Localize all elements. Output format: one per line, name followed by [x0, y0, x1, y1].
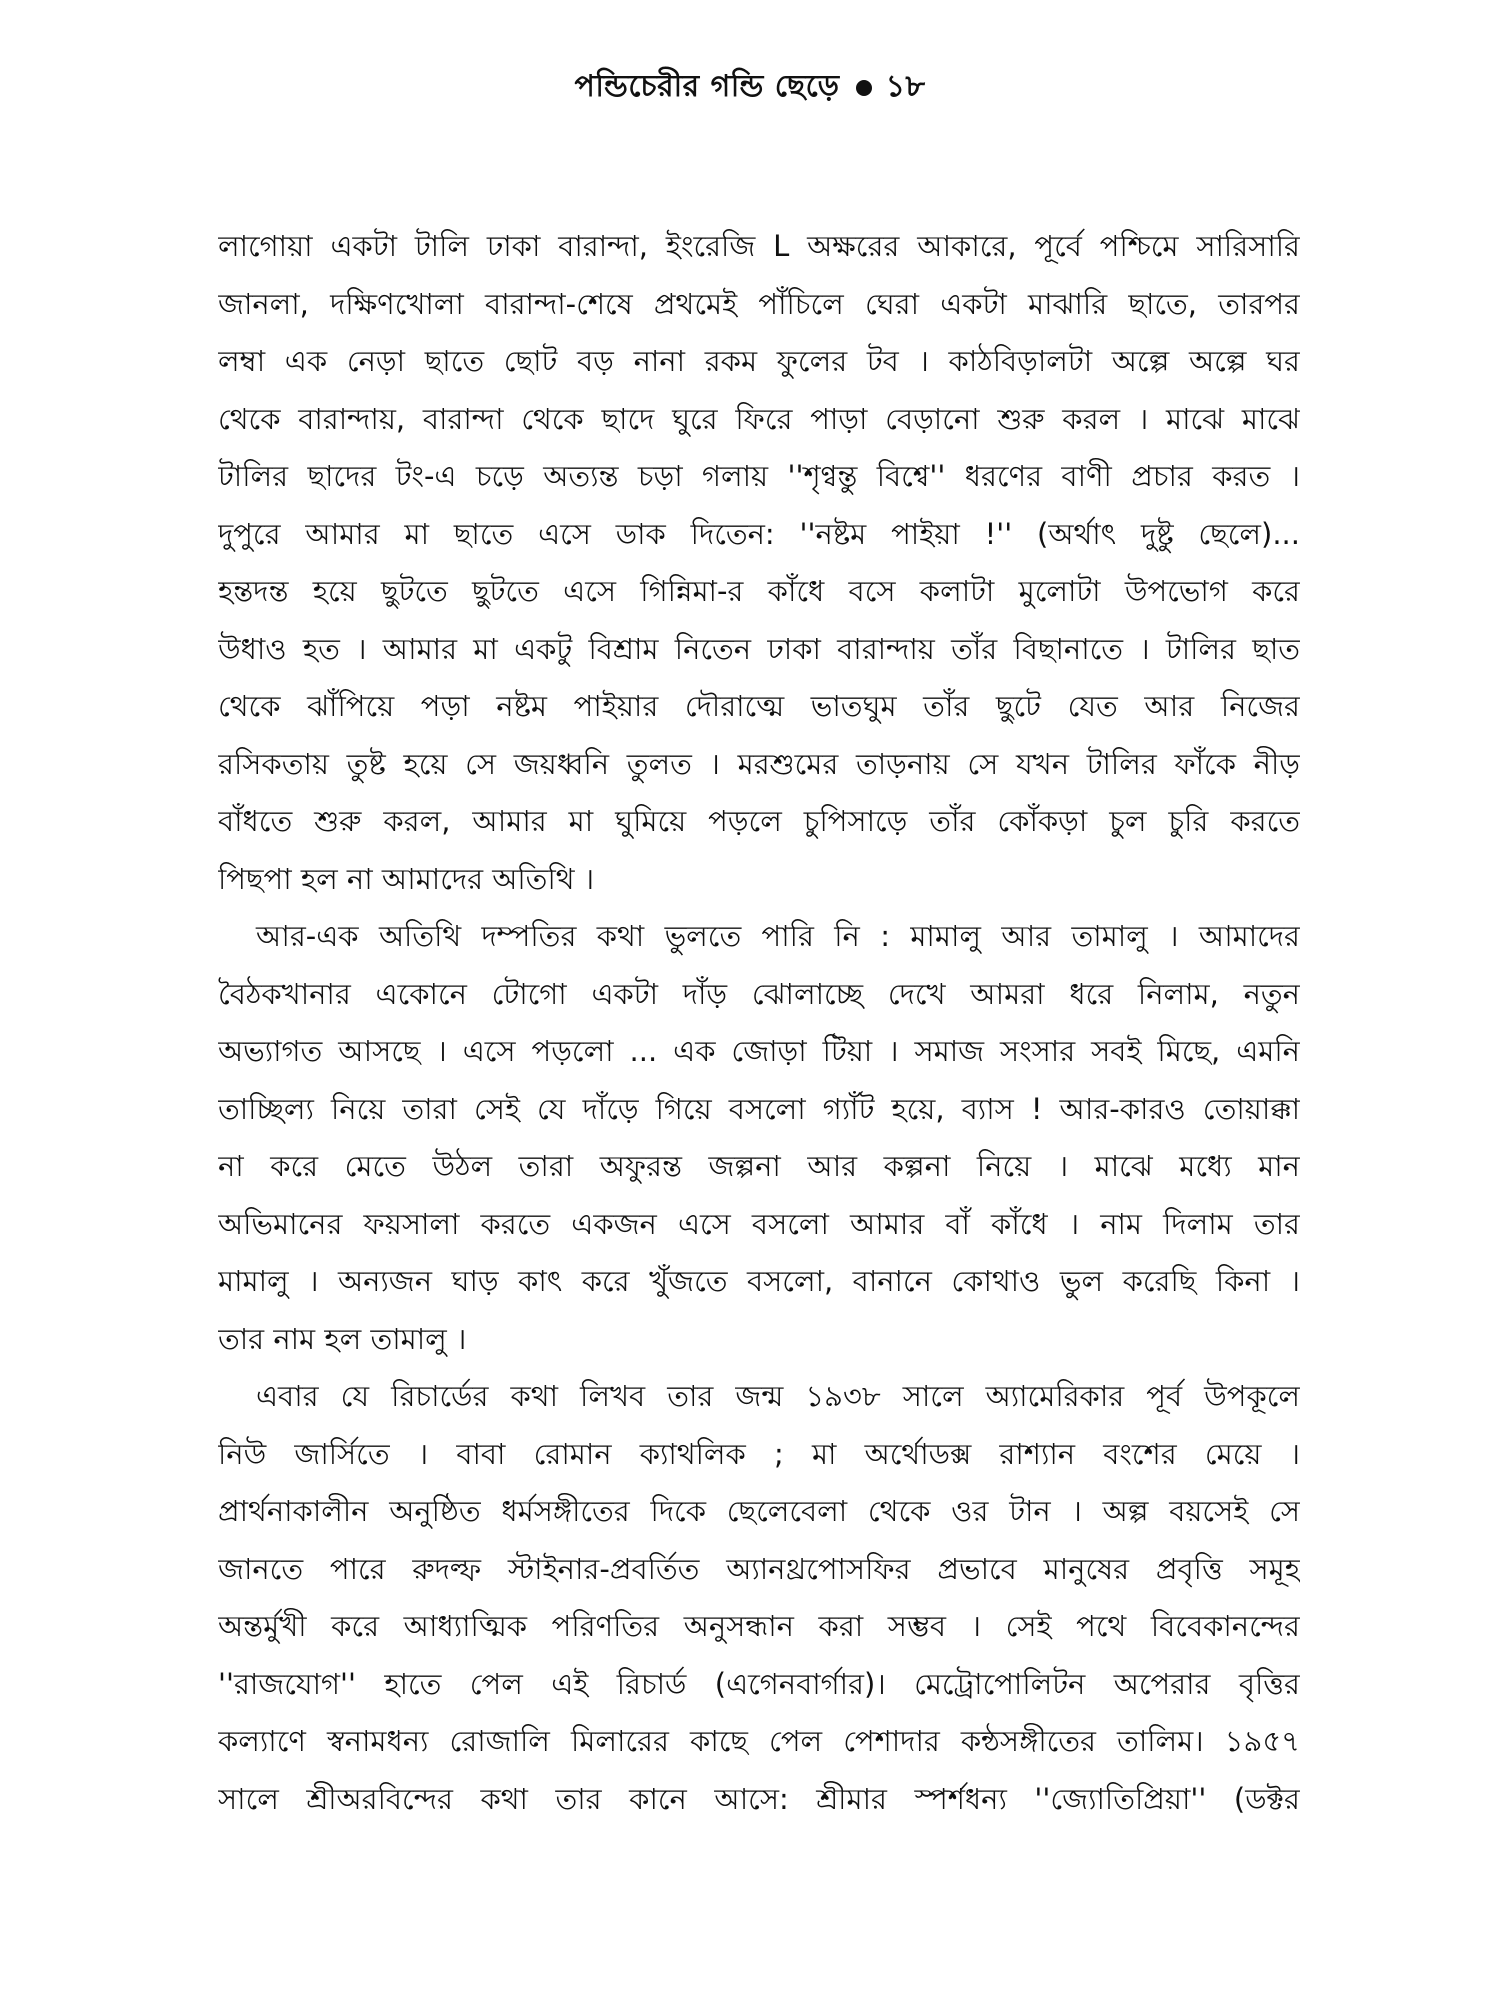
- text-line: থেকে বারান্দায়, বারান্দা থেকে ছাদে ঘুরে ফিরে পাড়া বেড়ানো শুরু করল । মাঝে মাঝে: [218, 401, 1300, 436]
- paragraph-first-line: আর-এক অতিথি দম্পতির কথা ভুলতে পারি নি : মামালু আর তামালু । আমাদের: [256, 919, 1300, 953]
- text-line: জানলা, দক্ষিণখোলা বারান্দা-শেষে প্রথমেই পাঁচিলে ঘেরা একটা মাঝারি ছাতে, তারপর: [218, 286, 1300, 321]
- text-line: লম্বা এক নেড়া ছাতে ছোট বড় নানা রকম ফুলের টব । কাঠবিড়ালটা অল্পে অল্পে ঘর: [218, 344, 1300, 378]
- text-line: না করে মেতে উঠল তারা অফুরন্ত জল্পনা আর কল্পনা নিয়ে । মাঝে মধ্যে মান: [218, 1149, 1300, 1183]
- text-line: অভ্যাগত আসছে । এসে পড়লো ... এক জোড়া টিয়া । সমাজ সংসার সবই মিছে, এমনি: [218, 1034, 1300, 1068]
- text-line: তাচ্ছিল্য নিয়ে তারা সেই যে দাঁড়ে গিয়ে বসলো গ্যাঁট হয়ে, ব্যাস ! আর-কারও তোয়াক্কা: [218, 1091, 1300, 1126]
- text-line: মামালু । অন্যজন ঘাড় কাৎ করে খুঁজতে বসলো, বানানে কোথাও ভুল করেছি কিনা ।: [218, 1264, 1300, 1298]
- text-line: লাগোয়া একটা টালি ঢাকা বারান্দা, ইংরেজি L অক্ষরের আকারে, পূর্বে পশ্চিমে সারিসারি: [218, 229, 1300, 263]
- text-line: পিছপা হল না আমাদের অতিথি ।: [218, 861, 595, 896]
- running-head: [0, 62, 1500, 113]
- text-line: ''রাজযোগ'' হাতে পেল এই রিচার্ড (এগেনবার্গার)। মেট্রোপোলিটন অপেরার বৃত্তির: [218, 1666, 1300, 1701]
- text-line: কল্যাণে স্বনামধন্য রোজালি মিলারের কাছে পেল পেশাদার কন্ঠসঙ্গীতের তালিম। ১৯৫৭: [218, 1724, 1300, 1758]
- text-line: অভিমানের ফয়সালা করতে একজন এসে বসলো আমার বাঁ কাঁধে । নাম দিলাম তার: [218, 1206, 1300, 1241]
- running-head-title: পন্ডিচেরীর গন্ডি ছেড়ে: [574, 69, 840, 104]
- text-line: টালির ছাদের টং-এ চড়ে অত্যন্ত চড়া গলায় ''শৃণ্বন্তু বিশ্বে'' ধরণের বাণী প্রচার করত ।: [218, 459, 1300, 493]
- text-line: প্রার্থনাকালীন অনুষ্ঠিত ধর্মসঙ্গীতের দিকে ছেলেবেলা থেকে ওর টান । অল্প বয়সেই সে: [218, 1494, 1300, 1528]
- text-line: অন্তর্মুখী করে আধ্যাত্মিক পরিণতির অনুসন্ধান করা সম্ভব । সেই পথে বিবেকানন্দের: [218, 1609, 1300, 1643]
- text-line: নিউ জার্সিতে । বাবা রোমান ক্যাথলিক ; মা অর্থোডক্স রাশ্যান বংশের মেয়ে ।: [218, 1436, 1300, 1471]
- text-line: রসিকতায় তুষ্ট হয়ে সে জয়ধ্বনি তুলত । মরশুমের তাড়নায় সে যখন টালির ফাঁকে নীড়: [218, 746, 1300, 781]
- text-line: দুপুরে আমার মা ছাতে এসে ডাক দিতেন: ''নষ্টম পাইয়া !'' (অর্থাৎ দুষ্টু ছেলে)...: [218, 516, 1300, 551]
- text-line: সালে শ্রীঅরবিন্দের কথা তার কানে আসে: শ্রীমার স্পর্শধন্য ''জ্যোতিপ্রিয়া'' (ডক্টর: [218, 1781, 1300, 1816]
- text-line: তার নাম হল তামালু ।: [218, 1321, 467, 1356]
- bullet-separator-icon: [856, 80, 872, 96]
- text-line: বাঁধতে শুরু করল, আমার মা ঘুমিয়ে পড়লে চুপিসাড়ে তাঁর কোঁকড়া চুল চুরি করতে: [218, 804, 1300, 838]
- text-line: জানতে পারে রুদল্ফ স্টাইনার-প্রবর্তিত অ্যানথ্রপোসফির প্রভাবে মানুষের প্রবৃত্তি সমূহ: [218, 1551, 1300, 1586]
- body-text: [218, 218, 1300, 1828]
- text-line: উধাও হত । আমার মা একটু বিশ্রাম নিতেন ঢাকা বারান্দায় তাঁর বিছানাতে । টালির ছাত: [218, 631, 1300, 666]
- text-line: হন্তদন্ত হয়ে ছুটতে ছুটতে এসে গিন্নিমা-র কাঁধে বসে কলাটা মুলোটা উপভোগ করে: [218, 574, 1300, 608]
- page-number: ১৮: [885, 69, 926, 104]
- text-line: বৈঠকখানার একোনে টোগো একটা দাঁড় ঝোলাচ্ছে দেখে আমরা ধরে নিলাম, নতুন: [218, 976, 1300, 1011]
- text-line: থেকে ঝাঁপিয়ে পড়া নষ্টম পাইয়ার দৌরাত্মে ভাতঘুম তাঁর ছুটে যেত আর নিজের: [218, 689, 1300, 723]
- paragraph-first-line: এবার যে রিচার্ডের কথা লিখব তার জন্ম ১৯৩৮ সালে অ্যামেরিকার পূর্ব উপকূলে: [256, 1379, 1300, 1413]
